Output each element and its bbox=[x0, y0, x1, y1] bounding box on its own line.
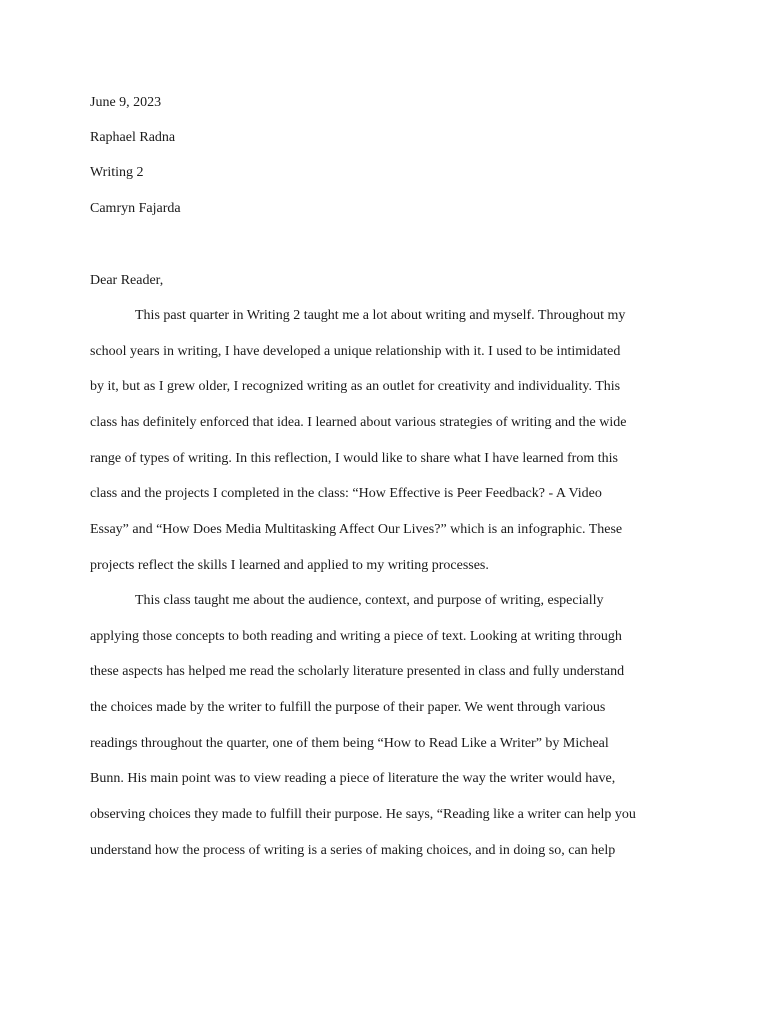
paragraph-line: Essay” and “How Does Media Multitasking Affect Our Lives?” which is an infographic. These bbox=[90, 522, 623, 537]
course-line: Writing 2 bbox=[90, 165, 144, 180]
paragraph-line: class has definitely enforced that idea. I learned about various strategies of writing and the wide bbox=[90, 415, 627, 430]
date-line: June 9, 2023 bbox=[90, 95, 162, 110]
paragraph-line: observing choices they made to fulfill their purpose. He says, “Reading like a writer can help you bbox=[90, 807, 636, 822]
paragraph-line: projects reflect the skills I learned and applied to my writing processes. bbox=[90, 558, 489, 573]
author-line: Raphael Radna bbox=[90, 130, 176, 145]
paragraph-line: Bunn. His main point was to view reading a piece of literature the way the writer would have, bbox=[90, 771, 616, 786]
paragraph-line: This past quarter in Writing 2 taught me a lot about writing and myself. Throughout my bbox=[135, 308, 626, 323]
paragraph-line: readings throughout the quarter, one of them being “How to Read Like a Writer” by Micheal bbox=[90, 736, 609, 751]
paragraph-line: by it, but as I grew older, I recognized writing as an outlet for creativity and individuality. This bbox=[90, 379, 621, 394]
paragraph-line: school years in writing, I have developed a unique relationship with it. I used to be intimidated bbox=[90, 344, 621, 359]
instructor-line: Camryn Fajarda bbox=[90, 201, 181, 216]
paragraph-line: This class taught me about the audience, context, and purpose of writing, especially bbox=[135, 593, 604, 608]
paragraph-line: understand how the process of writing is a series of making choices, and in doing so, can help bbox=[90, 843, 616, 858]
paragraph-line: range of types of writing. In this reflection, I would like to share what I have learned from this bbox=[90, 451, 618, 466]
paragraph-line: the choices made by the writer to fulfill the purpose of their paper. We went through various bbox=[90, 700, 606, 715]
salutation: Dear Reader, bbox=[90, 273, 164, 288]
paragraph-line: class and the projects I completed in the class: “How Effective is Peer Feedback? - A Video bbox=[90, 486, 602, 501]
paragraph-line: applying those concepts to both reading and writing a piece of text. Looking at writing through bbox=[90, 629, 622, 644]
paragraph-line: these aspects has helped me read the scholarly literature presented in class and fully understand bbox=[90, 664, 625, 679]
